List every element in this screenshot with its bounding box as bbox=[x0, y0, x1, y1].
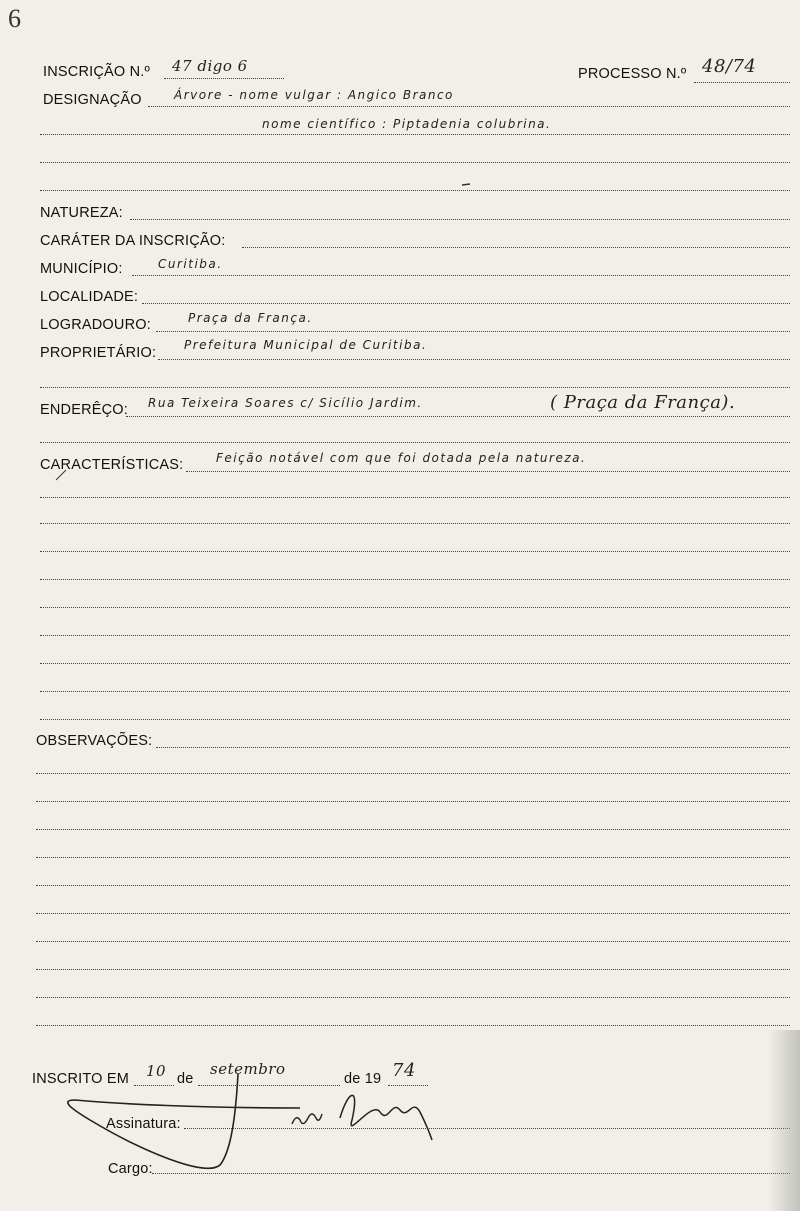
logradouro-label: LOGRADOURO: bbox=[40, 317, 151, 333]
mes-value: setembro bbox=[210, 1060, 286, 1078]
dia-value: 10 bbox=[146, 1062, 167, 1080]
carater-label: CARÁTER DA INSCRIÇÃO: bbox=[40, 233, 226, 249]
caracteristicas-label: CARACTERÍSTICAS: bbox=[40, 457, 184, 473]
designacao-value-1: Árvore - nome vulgar : Angico Branco bbox=[174, 88, 454, 102]
natureza-label: NATUREZA: bbox=[40, 205, 123, 221]
de-label-1: de bbox=[177, 1071, 194, 1087]
designacao-label: DESIGNAÇÃO bbox=[43, 92, 142, 108]
caracteristicas-value: Feição notável com que foi dotada pela natureza. bbox=[216, 451, 587, 465]
cargo-label: Cargo: bbox=[108, 1161, 153, 1177]
endereco-label: ENDERÊÇO: bbox=[40, 402, 129, 418]
de-label-2: de 19 bbox=[344, 1071, 382, 1087]
ano-value: 74 bbox=[392, 1060, 416, 1081]
municipio-label: MUNICÍPIO: bbox=[40, 261, 123, 277]
processo-label: PROCESSO N.º bbox=[578, 66, 687, 82]
logradouro-value: Praça da França. bbox=[188, 311, 313, 325]
observacoes-label: OBSERVAÇÕES: bbox=[36, 733, 153, 749]
scan-shadow bbox=[768, 1030, 800, 1211]
endereco-value: Rua Teixeira Soares c/ Sicílio Jardim. bbox=[148, 396, 423, 410]
designacao-value-2: nome científico : Piptadenia colubrina. bbox=[262, 117, 552, 131]
page-number: 6 bbox=[8, 4, 21, 33]
proprietario-label: PROPRIETÁRIO: bbox=[40, 345, 157, 361]
localidade-label: LOCALIDADE: bbox=[40, 289, 139, 305]
municipio-value: Curitiba. bbox=[158, 257, 223, 271]
assinatura-label: Assinatura: bbox=[106, 1116, 181, 1132]
proprietario-value: Prefeitura Municipal de Curitiba. bbox=[184, 338, 428, 352]
inscricao-label: INSCRIÇÃO N.º bbox=[43, 64, 150, 80]
inscricao-value: 47 digo 6 bbox=[172, 57, 248, 75]
endereco-value-extra: ( Praça da França). bbox=[550, 392, 736, 413]
inscrito-label: INSCRITO EM bbox=[32, 1071, 129, 1087]
processo-value: 48/74 bbox=[702, 56, 757, 77]
